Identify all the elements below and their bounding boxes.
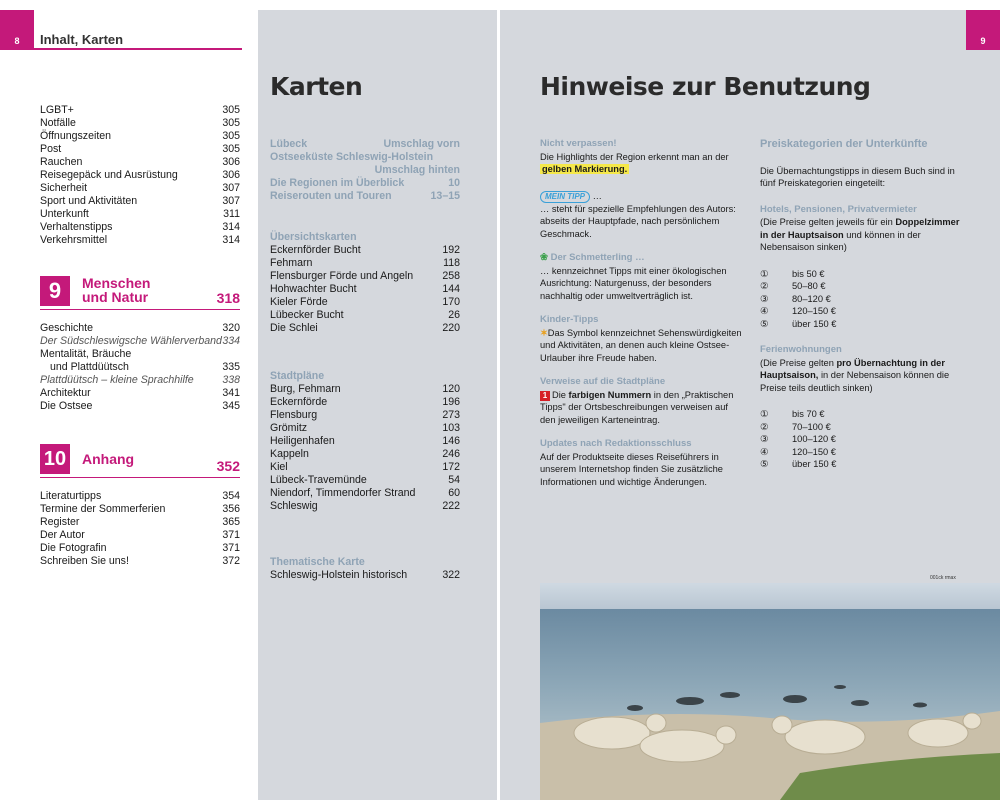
toc-list-chapter-10 xyxy=(40,490,240,568)
list-item: Notfälle 305 xyxy=(40,117,240,129)
list-item: Termine der Sommerferien 356 xyxy=(40,503,240,515)
list-item: Schleswig-Holstein historisch 322 xyxy=(270,569,460,581)
list-item: Öffnungszeiten 305 xyxy=(40,130,240,142)
list-item: Fehmarn 118 xyxy=(270,257,460,269)
list-item: Die Ostsee 345 xyxy=(40,400,240,412)
list-item: Unterkunft 311 xyxy=(40,208,240,220)
chapter-title: Menschen und Natur xyxy=(82,275,151,305)
uebersichtskarten-section xyxy=(270,231,460,335)
photo-illustration xyxy=(540,583,1000,800)
photo-credit: 001ck rmax xyxy=(930,575,956,581)
section-heading: Stadtpläne xyxy=(270,370,325,382)
price-category-row: ② 70–100 € xyxy=(760,421,831,432)
list-item: Burg, Fehmarn 120 xyxy=(270,383,460,395)
red-number-icon: 1 xyxy=(540,391,550,401)
price-category-row: ① bis 50 € xyxy=(760,268,825,279)
list-item: Post 305 xyxy=(40,143,240,155)
list-item: Flensburg 273 xyxy=(270,409,460,421)
thematische-karte-section xyxy=(270,556,460,582)
list-item: Schleswig 222 xyxy=(270,500,460,512)
chapter-number-box: 10 xyxy=(40,444,70,474)
list-item: Architektur 341 xyxy=(40,387,240,399)
list-item: und Plattdüütsch 335 xyxy=(50,361,240,373)
list-item: LGBT+ 305 xyxy=(40,104,240,116)
nicht-verpassen-heading: Nicht verpassen! xyxy=(540,138,617,149)
list-item: Heiligenhafen 146 xyxy=(270,435,460,447)
list-item: Grömitz 103 xyxy=(270,422,460,434)
price-category-row: ⑤ über 150 € xyxy=(760,318,837,329)
list-item: Reisegepäck und Ausrüstung 306 xyxy=(40,169,240,181)
list-item: Geschichte 320 xyxy=(40,322,240,334)
price-category-row: ④ 120–150 € xyxy=(760,306,836,316)
page-number-tab-right xyxy=(966,10,1000,50)
toc-list-general xyxy=(40,104,240,247)
list-item: Verhaltenstipps 314 xyxy=(40,221,240,233)
price-category-row: ④ 120–150 € xyxy=(760,446,836,457)
stadtplaene-section xyxy=(270,370,460,513)
list-item: Hohwachter Bucht 144 xyxy=(270,283,460,295)
list-item: Kieler Förde 170 xyxy=(270,296,460,308)
chapter-rule xyxy=(40,477,240,478)
chapter-number-box: 9 xyxy=(40,276,70,306)
toc-list-chapter-9 xyxy=(40,322,240,413)
list-item: Die Fotografin 371 xyxy=(40,542,240,554)
section-heading: Übersichtskarten xyxy=(270,231,357,243)
mein-tipp-badge-icon: MEIN TIPP xyxy=(540,191,590,203)
price-category-row: ③ 100–120 € xyxy=(760,434,836,444)
list-item: Der Autor 371 xyxy=(40,529,240,541)
preiskategorien-column: Preiskategorien der Unterkünfte Die Übernachtungstipps in diesem Buch sind in fünf Preiskategorien eingeteilt: Hotels, Pensionen, Privatvermieter (Die Preise gelten jeweils für ein Doppelzimmer in der Hauptsaison und können in der Nebensaison sinken) ① bis 50 € ② 50–80 € ③ 80–120 € ④ 120–150 € ⑤ über 150 € Ferienwohnungen (Die Preise gelten pro Übernachtung in der Hauptsaison, in der Nebensaison können die Preise teils deutlich sinken) ① bis 70 € ② 70–100 € ③ 100–120 € ④ 120–150 € ⑤ über 150 € xyxy=(760,138,964,471)
hinweise-title: Hinweise zur Benutzung xyxy=(540,72,871,101)
list-item: Rauchen 306 xyxy=(40,156,240,168)
list-item: Sport und Aktivitäten 307 xyxy=(40,195,240,207)
chapter-page: 318 xyxy=(216,290,240,306)
list-item: Verkehrsmittel 314 xyxy=(40,234,240,246)
list-item: Schreiben Sie uns! 372 xyxy=(40,555,240,567)
list-item: Niendorf, Timmendorfer Strand 60 xyxy=(270,487,460,499)
beach-cattle-photo xyxy=(540,583,1000,800)
price-category-row: ⑤ über 150 € xyxy=(760,459,837,469)
price-category-row: ② 50–80 € xyxy=(760,281,826,291)
child-icon: ✶ xyxy=(540,327,548,338)
list-item: Register 365 xyxy=(40,516,240,528)
list-item: Literaturtipps 354 xyxy=(40,490,240,502)
list-item: Plattdüütsch – kleine Sprachhilfe 338 xyxy=(40,374,240,386)
running-header-title: Inhalt, Karten xyxy=(40,32,124,47)
price-category-row: ① bis 70 € xyxy=(760,409,825,419)
chapter-rule xyxy=(40,309,240,310)
header-rule xyxy=(34,48,242,50)
chapter-9-heading xyxy=(40,276,240,310)
chapter-title: Anhang xyxy=(82,451,135,467)
list-item: Der Südschleswigsche Wählerverband 334 xyxy=(40,335,240,347)
page-number-tab-left xyxy=(0,10,34,50)
preis-heading: Preiskategorien der Unterkünfte xyxy=(760,138,928,150)
list-item: Sicherheit 307 xyxy=(40,182,240,194)
list-item: Flensburger Förde und Angeln 258 xyxy=(270,270,460,282)
chapter-10-heading xyxy=(40,444,240,478)
list-item: Lübeck-Travemünde 54 xyxy=(270,474,460,486)
section-heading: Thematische Karte xyxy=(270,556,365,568)
list-item: Kiel 172 xyxy=(270,461,460,473)
list-item: Lübecker Bucht 26 xyxy=(270,309,460,321)
list-item: Eckernförde 196 xyxy=(270,396,460,408)
hinweise-column: Nicht verpassen! Die Highlights der Region erkennt man an der gelben Markierung. MEIN TIPP … … steht für spezielle Empfehlungen des Autors: abseits der Hauptpfade, nach persönlichem Geschmack. ❀ Der Schmetterling … … kennzeichnet Tipps mit einer ökologischen Ausrichtung: Naturgenuss, der besonders nachhaltig oder umweltverträglich ist. Kinder-Tipps ✶Das Symbol kennzeichnet Sehenswürdigkeiten und Aktivitäten, an denen auch kleine Ostsee-Urlauber ihre Freude haben. Verweise auf die Stadtpläne 1 Die farbigen Nummern in den „Praktischen Tipps" der Ortsbeschreibungen verweisen auf den jeweiligen Karteneintrag. Updates nach Redaktionsschluss Auf der Produktseite dieses Reiseführers in unserem Internetshop finden Sie zusätzliche Informationen und wichtige Änderungen. xyxy=(540,138,742,487)
page-number-left: 8 xyxy=(14,36,20,46)
butterfly-icon: ❀ xyxy=(540,252,548,263)
karten-top-list: Lübeck Umschlag vorn Ostseeküste Schleswig-Holstein Umschlag hinten Die Regionen im Überblick 10 Reiserouten und Touren 13–15 xyxy=(270,138,460,202)
chapter-page: 352 xyxy=(216,458,240,474)
karten-title: Karten xyxy=(270,72,363,101)
price-category-row: ③ 80–120 € xyxy=(760,293,831,304)
page-number-right: 9 xyxy=(980,36,986,46)
list-item: Kappeln 246 xyxy=(270,448,460,460)
list-item: Die Schlei 220 xyxy=(270,322,460,334)
list-item: Mentalität, Bräuche xyxy=(40,348,132,360)
list-item: Eckernförder Bucht 192 xyxy=(270,244,460,256)
yellow-highlight: gelben Markierung. xyxy=(542,164,628,174)
